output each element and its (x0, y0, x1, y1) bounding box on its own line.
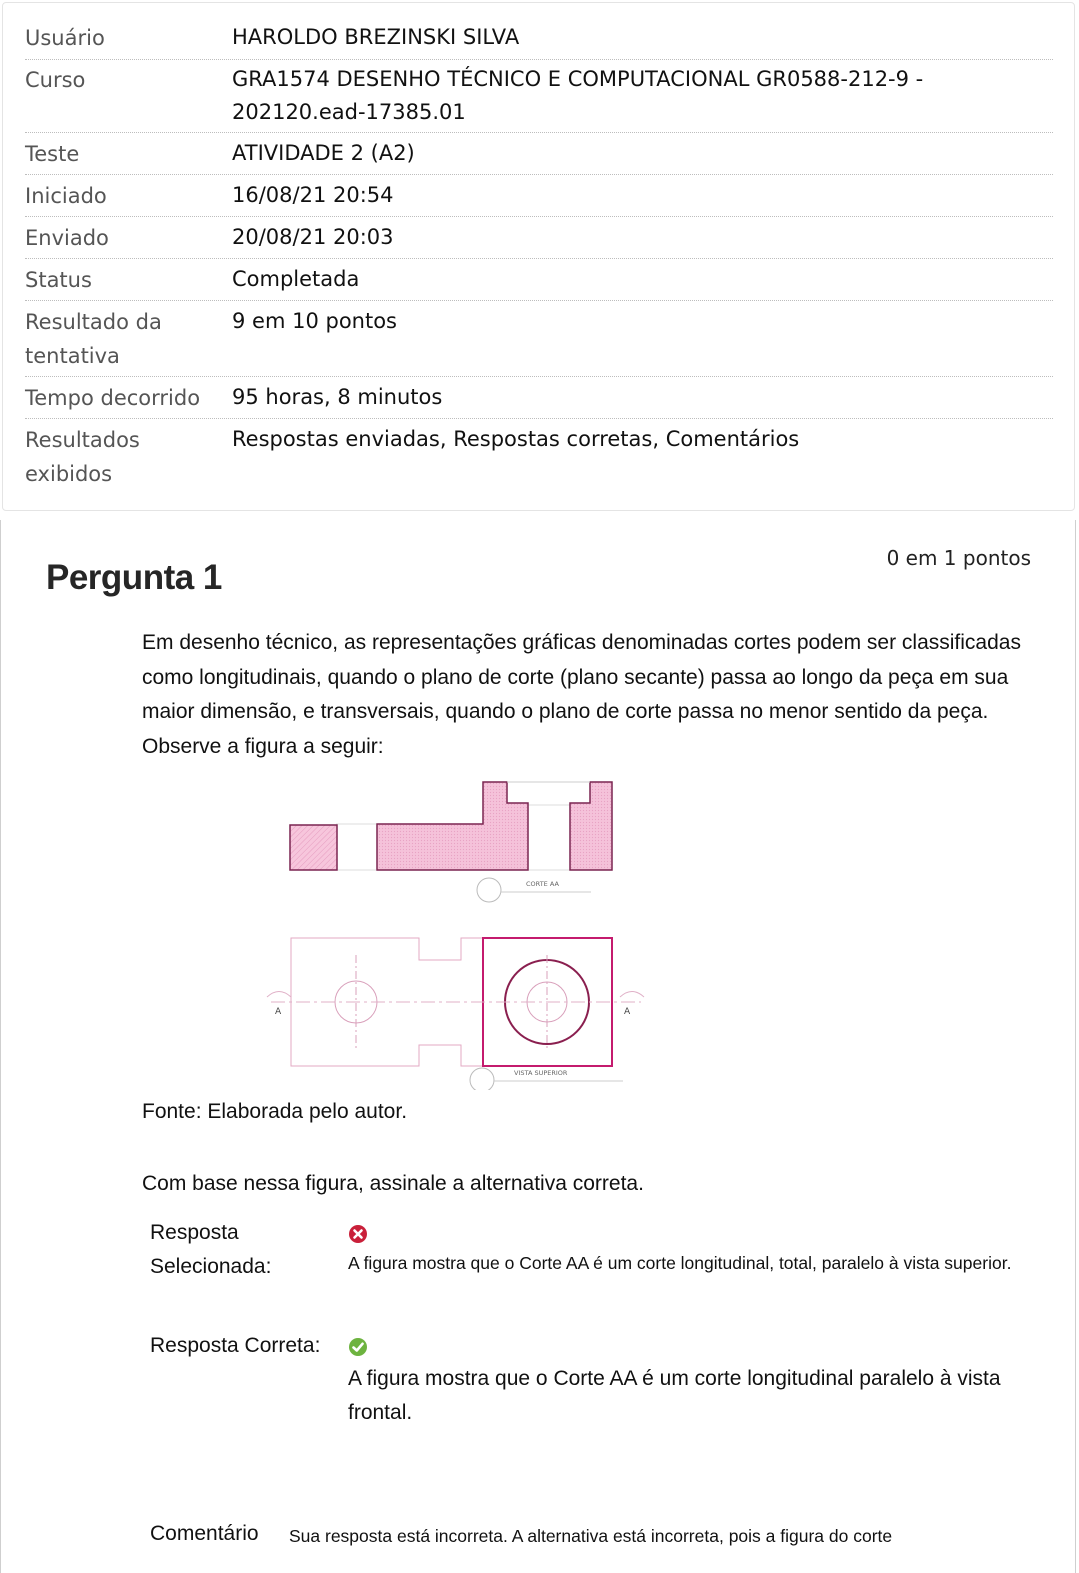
summary-row-course (25, 60, 1053, 133)
summary-value: 16/08/21 20:54 (232, 183, 394, 207)
summary-label: Status (25, 268, 92, 292)
summary-value: 20/08/21 20:03 (232, 225, 394, 249)
selected-answer-text: A figura mostra que o Corte AA é um corte longitudinal, total, paralelo à vista superior. (348, 1253, 1012, 1273)
question-points: 0 em 1 pontos (886, 546, 1031, 570)
summary-value: 95 horas, 8 minutos (232, 385, 443, 409)
summary-row-user (25, 21, 1053, 60)
question-panel (0, 520, 1076, 1573)
summary-value: HAROLDO BREZINSKI SILVA (232, 25, 520, 49)
selected-answer-label: Resposta Selecionada: (150, 1221, 272, 1278)
figure-source: Fonte: Elaborada pelo autor. (142, 1100, 408, 1123)
svg-text:A: A (275, 1007, 282, 1017)
summary-label: Usuário (25, 26, 105, 50)
correct-answer-text: A figura mostra que o Corte AA é um corte longitudinal paralelo à vista frontal. (348, 1367, 1001, 1424)
summary-label: Resultados exibidos (25, 428, 140, 486)
correct-answer-label: Resposta Correta: (150, 1334, 321, 1357)
summary-label: Enviado (25, 226, 109, 250)
comment-text: Sua resposta está incorreta. A alternativa está incorreta, pois a figura do corte (289, 1526, 893, 1546)
question-prompt: Com base nessa figura, assinale a alternativa correta. (142, 1172, 644, 1195)
summary-row-results-shown (25, 419, 1053, 499)
section-view-corte-aa (290, 782, 612, 902)
summary-value: GRA1574 DESENHO TÉCNICO E COMPUTACIONAL GR0588-212-9 - 202120.ead-17385.01 (232, 67, 924, 124)
summary-value: 9 em 10 pontos (232, 309, 397, 333)
summary-row-started (25, 175, 1053, 217)
summary-row-status (25, 259, 1053, 301)
summary-label: Resultado da tentativa (25, 310, 162, 368)
summary-row-result (25, 301, 1053, 377)
summary-label: Iniciado (25, 184, 107, 208)
incorrect-icon (348, 1224, 368, 1244)
attempt-summary-panel (2, 2, 1075, 511)
summary-row-elapsed (25, 377, 1053, 419)
summary-value: Respostas enviadas, Respostas corretas, Comentários (232, 427, 800, 451)
top-view-vista-superior (267, 938, 644, 1090)
summary-label: Tempo decorrido (25, 386, 201, 410)
correct-icon (348, 1337, 368, 1357)
summary-value: ATIVIDADE 2 (A2) (232, 141, 415, 165)
question-body: Em desenho técnico, as representações gráficas denominadas cortes podem ser classificadas como longitudinais, quando o plano de corte (plano secante) passa ao longo da peça em sua maior dimensão, e transversais, quando o plano de corte passa no menor sentido da peça. Observe a figura a seguir: (142, 631, 1021, 758)
comment-label: Comentário (150, 1522, 259, 1545)
summary-row-test (25, 133, 1053, 175)
summary-label: Teste (25, 142, 80, 166)
summary-label: Curso (25, 68, 86, 92)
svg-text:VISTA SUPERIOR: VISTA SUPERIOR (514, 1069, 568, 1077)
summary-value: Completada (232, 267, 360, 291)
svg-text:CORTE AA: CORTE AA (526, 880, 559, 888)
technical-drawing-figure (261, 770, 651, 1090)
svg-text:A: A (624, 1007, 631, 1017)
question-title: Pergunta 1 (46, 558, 222, 597)
summary-row-submitted (25, 217, 1053, 259)
